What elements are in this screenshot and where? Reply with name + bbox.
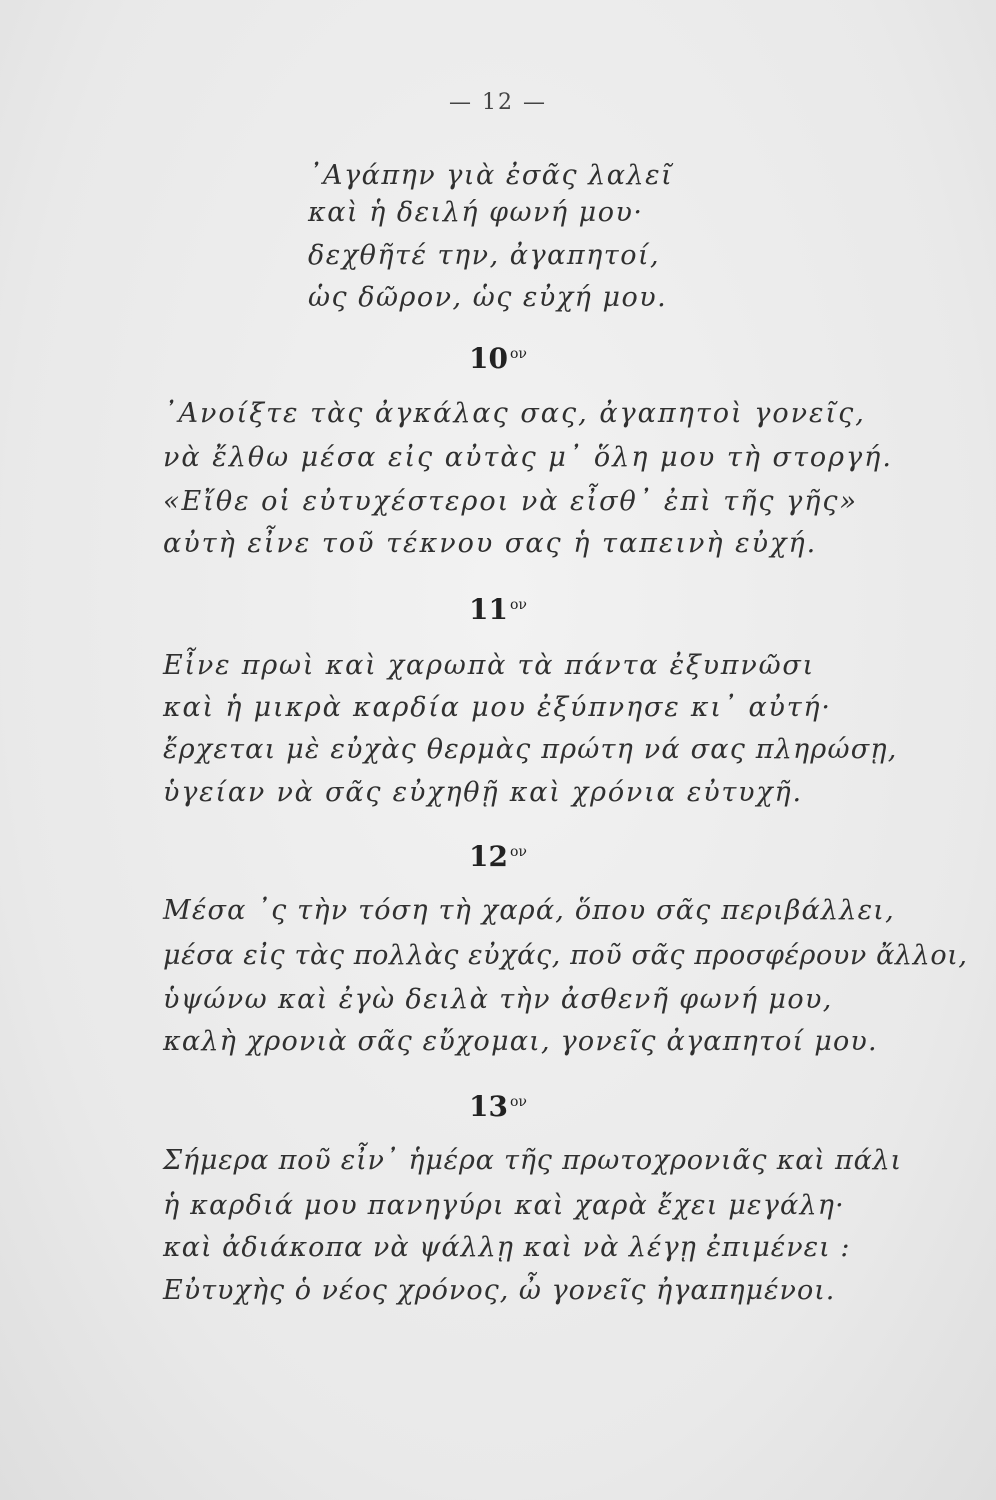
section-10-line-2: νὰ ἔλθω μέσα εἰς αὐτὰς μ᾽ ὅλη μου τὴ στοργή.: [163, 442, 893, 473]
section-13-line-3: καὶ ἀδιάκοπα νὰ ψάλλῃ καὶ νὰ λέγῃ ἐπιμένει :: [163, 1232, 851, 1263]
intro-line-3: δεχθῆτέ την, ἀγαπητοί,: [308, 240, 661, 271]
section-11-line-2: καὶ ἡ μικρὰ καρδία μου ἐξύπνησε κι᾽ αὐτή·: [163, 692, 832, 723]
section-10-line-1: ᾽Ανοίξτε τὰς ἀγκάλας σας, ἀγαπητοὶ γονεῖς,: [163, 398, 866, 429]
intro-line-1: ᾽Αγάπην γιὰ ἐσᾶς λαλεῖ: [308, 160, 674, 191]
intro-line-2: καὶ ἡ δειλή φωνή μου·: [308, 197, 644, 228]
section-13-line-1: Σήμερα ποῦ εἶν᾽ ἡμέρα τῆς πρωτοχρονιᾶς καὶ πάλι: [163, 1145, 902, 1176]
section-11-heading: 11 $^{o\nu}$: [469, 593, 527, 626]
section-11-line-1: Εἶνε πρωὶ καὶ χαρωπὰ τὰ πάντα ἐξυπνῶσι: [163, 650, 815, 681]
section-12-line-3: ὑψώνω καὶ ἐγὼ δειλὰ τὴν ἀσθενῆ φωνή μου,: [163, 984, 833, 1015]
section-10-line-4: αὐτὴ εἶνε τοῦ τέκνου σας ἡ ταπεινὴ εὐχή.: [163, 528, 818, 559]
section-13-heading: 13 $^{o\nu}$: [469, 1090, 527, 1123]
section-12-line-4: καλὴ χρονιὰ σᾶς εὔχομαι, γονεῖς ἀγαπητοί μου.: [163, 1026, 878, 1057]
section-10-heading: 10 $^{o\nu}$: [469, 342, 527, 375]
section-13-line-4: Εὐτυχὴς ὁ νέος χρόνος, ὦ γονεῖς ἠγαπημένοι.: [163, 1275, 836, 1306]
section-12-line-2: μέσα εἰς τὰς πολλὰς εὐχάς, ποῦ σᾶς προσφέρουν ἄλλοι,: [163, 940, 968, 971]
section-12-line-1: Μέσα ᾽ς τὴν τόση τὴ χαρά, ὅπου σᾶς περιβάλλει,: [163, 895, 895, 926]
page-number: — 12 —: [449, 90, 547, 115]
section-11-line-3: ἔρχεται μὲ εὐχὰς θερμὰς πρώτη νά σας πληρώσῃ,: [163, 734, 898, 765]
section-10-line-3: «Εἴθε οἱ εὐτυχέστεροι νὰ εἶσθ᾽ ἐπὶ τῆς γῆς»: [163, 486, 859, 517]
section-12-heading: 12 $^{o\nu}$: [469, 840, 527, 873]
section-11-line-4: ὑγείαν νὰ σᾶς εὐχηθῇ καὶ χρόνια εὐτυχῆ.: [163, 777, 803, 808]
section-13-line-2: ἡ καρδιά μου πανηγύρι καὶ χαρὰ ἔχει μεγάλη·: [163, 1190, 845, 1221]
intro-line-4: ὡς δῶρον, ὡς εὐχή μου.: [308, 282, 668, 313]
